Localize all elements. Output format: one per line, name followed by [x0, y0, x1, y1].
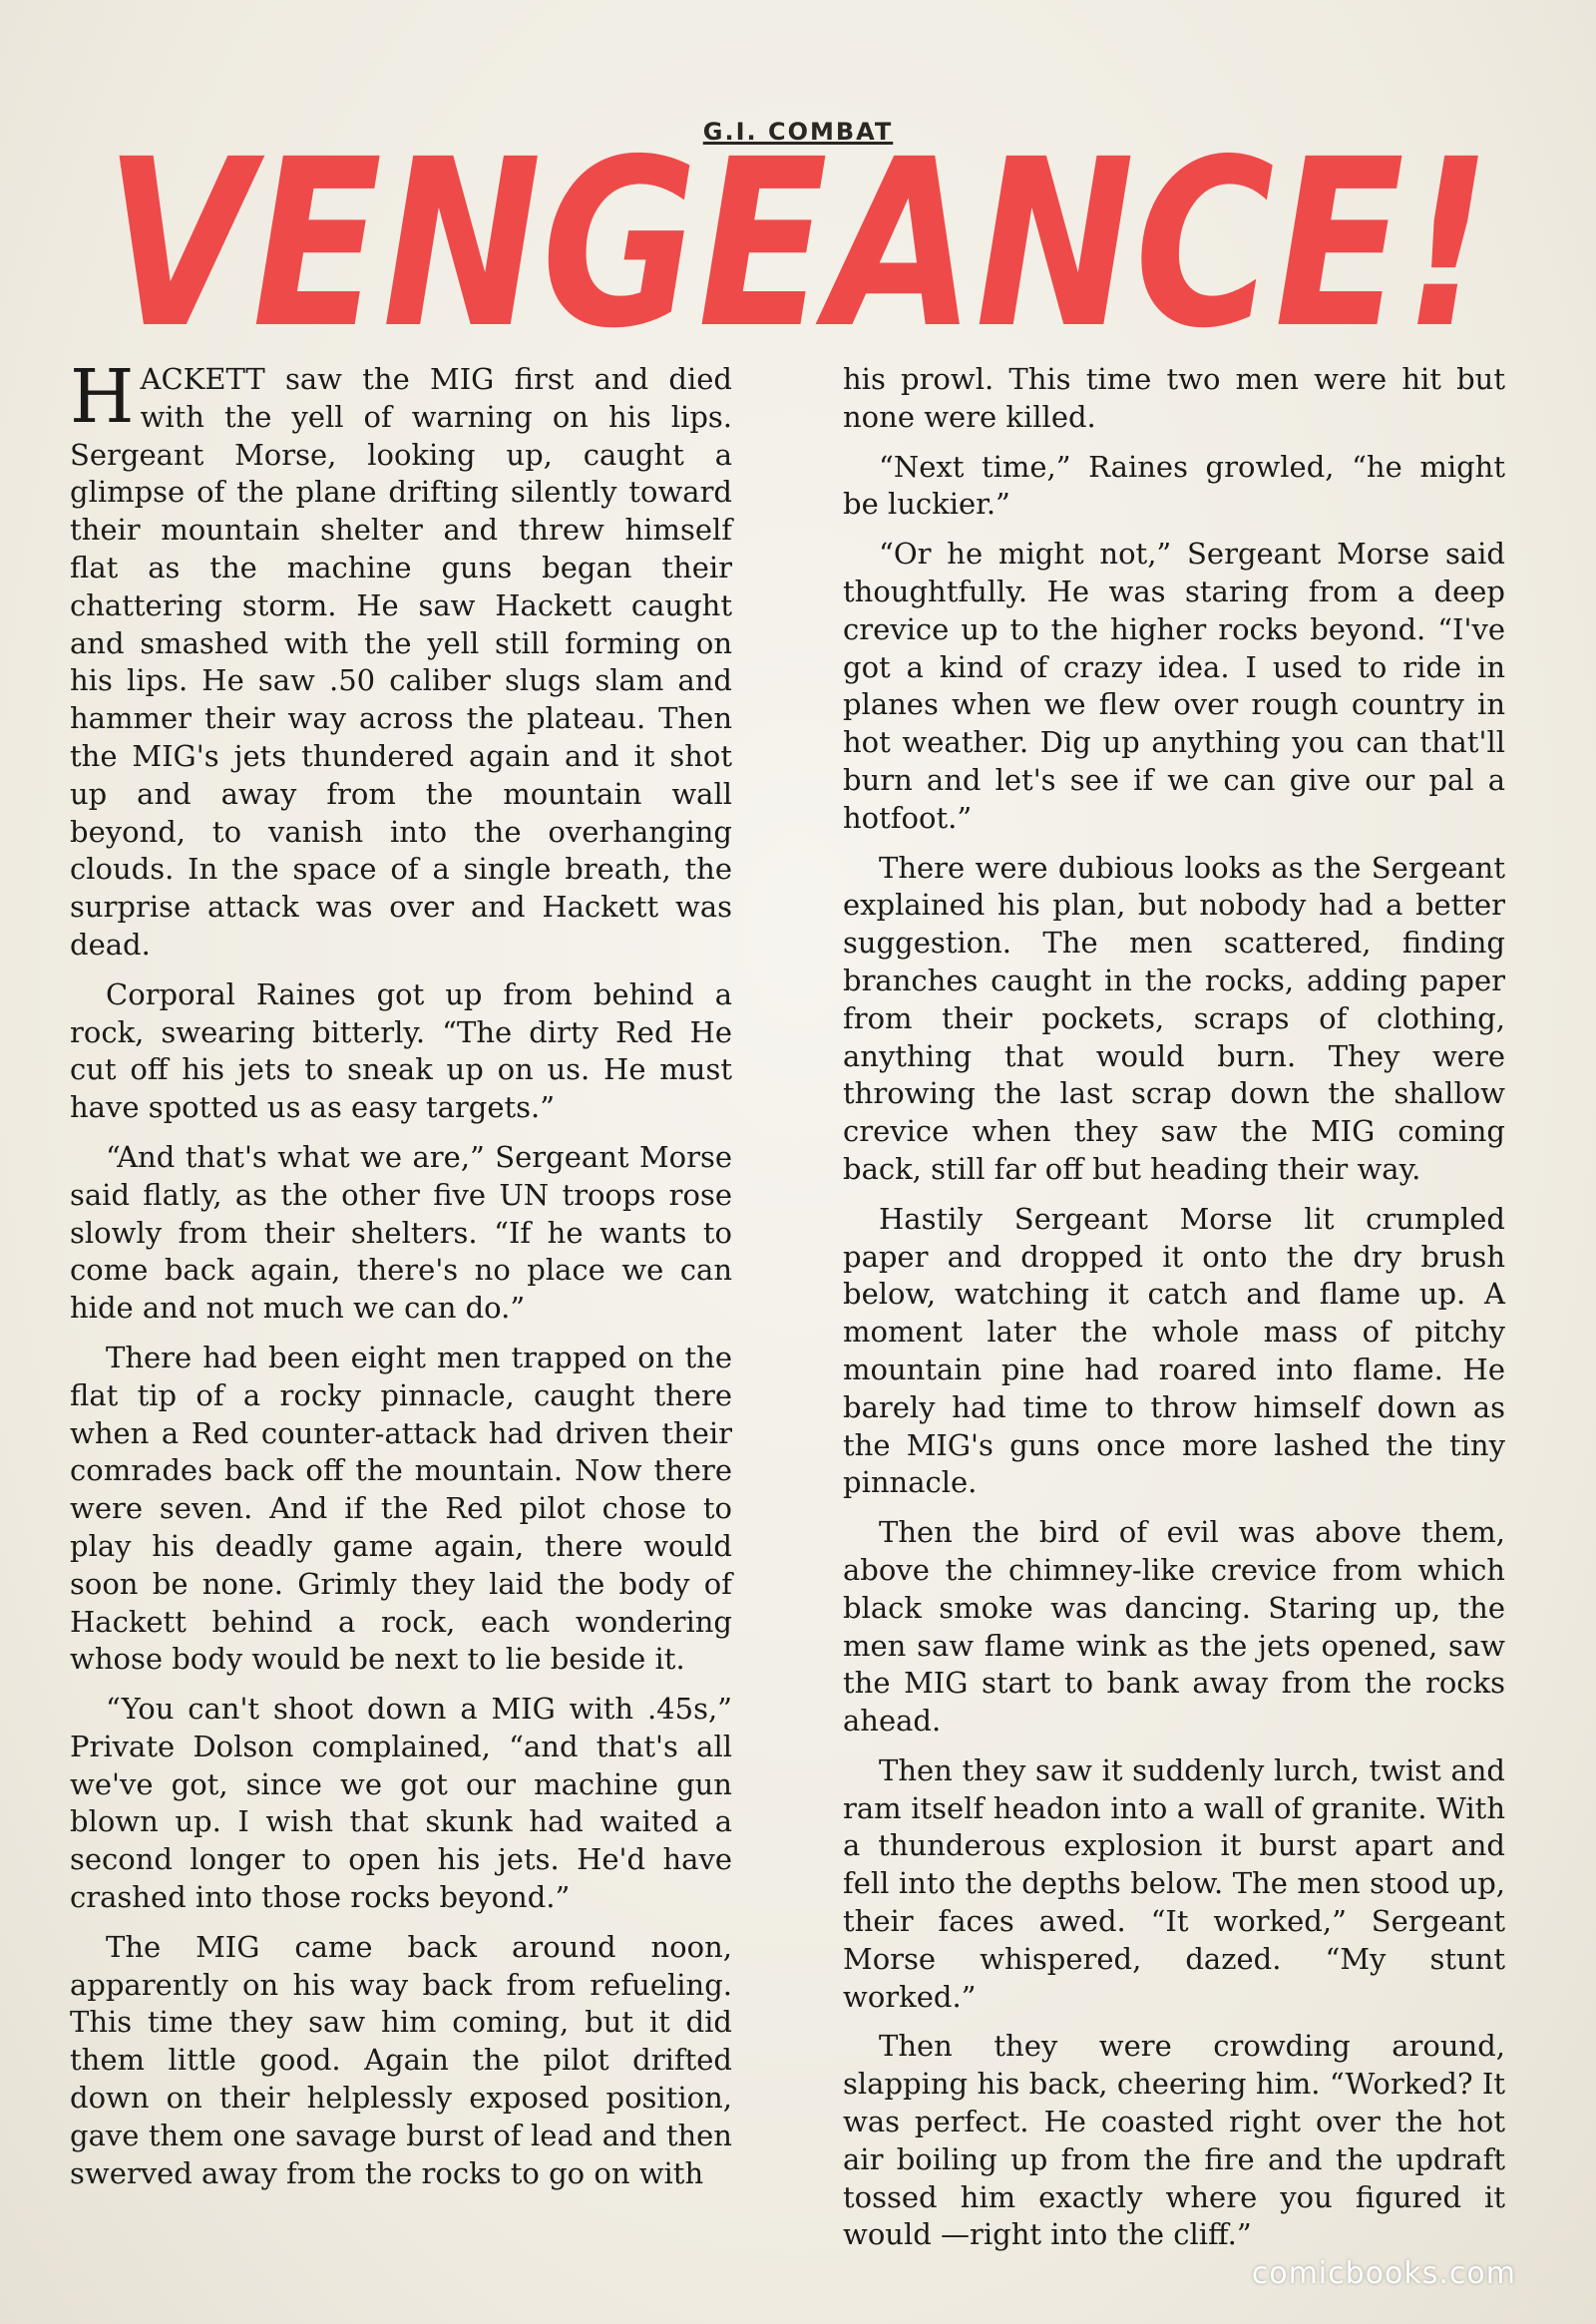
story-paragraph: Hastily Sergeant Morse lit crumpled paper and dropped it onto the dry brush below, watching it catch and flame up. A moment later the whole mass of pitchy mountain pine had roared into flame. He barely had time to throw himself down as the MIG's guns once more lashed the tiny pinnacle.	[843, 1201, 1505, 1500]
story-paragraph	[70, 354, 732, 965]
drop-cap: H	[70, 354, 135, 440]
magazine-logo: G.I. COMBAT	[702, 118, 894, 146]
story-paragraph: “And that's what we are,” Sergeant Morse said flatly, as the other five UN troops rose slowly from their shelters. “If he wants to come back again, there's no place we can hide and not much we can do.”	[70, 1139, 732, 1326]
story-paragraph: “Next time,” Raines growled, “he might be luckier.”	[843, 449, 1505, 522]
story-paragraph: There had been eight men trapped on the flat tip of a rocky pinnacle, caught there when a Red counter-attack had driven their comrades back off the mountain. Now there were seven. And if the Red pilot chose to play his deadly game again, there would soon be none. Grimly they laid the body of Hackett behind a rock, each wondering whose body would be next to lie beside it.	[70, 1340, 732, 1677]
story-paragraph: There were dubious looks as the Sergeant explained his plan, but nobody had a better suggestion. The men scattered, finding branches caught in the rocks, adding paper from their pockets, scraps of clothing, anything that would burn. They were throwing the last scrap down the shallow crevice when they saw the MIG coming back, still far off but heading their way.	[843, 850, 1505, 1186]
story-paragraph: Then the bird of evil was above them, above the chimney-like crevice from which black smoke was dancing. Staring up, the men saw flame wink as the jets opened, saw the MIG start to bank away from the rocks ahead.	[843, 1515, 1505, 1739]
story-title	[100, 150, 1496, 354]
site-watermark: comicbooks.com	[1251, 2256, 1516, 2291]
story-paragraph: “Or he might not,” Sergeant Morse said thoughtfully. He was staring from a deep crevice up to the higher rocks beyond. “I've got a kind of crazy idea. I used to ride in planes when we flew over rough country in hot weather. Dig up anything you can that'll burn and let's see if we can give our pal a hotfoot.”	[843, 537, 1505, 835]
story-paragraph: Then they saw it suddenly lurch, twist and ram itself headon into a wall of granite. With a thunderous explosion it burst apart and fell into the depths below. The men stood up, their faces awed. “It worked,” Sergeant Morse whispered, dazed. “My stunt worked.”	[843, 1752, 1505, 2014]
story-paragraph: The MIG came back around noon, apparently on his way back from refueling. This time they saw him coming, but it did them little good. Again the pilot drifted down on their helplessly exposed position, gave them one savage burst of lead and then swerved away from the rocks to go on with	[70, 1929, 732, 2190]
story-column-right	[843, 361, 1505, 2266]
story-paragraph: his prowl. This time two men were hit but none were killed.	[843, 362, 1505, 434]
story-column-left	[70, 354, 732, 2204]
story-paragraph: Then they were crowding around, slapping his back, cheering him. “Worked? It was perfect. He coasted right over the hot air boiling up from the fire and the updraft tossed him exactly where you figured it would —right into the cliff.”	[843, 2029, 1505, 2252]
paragraph-text: ACKETT saw the MIG first and died with the yell of warning on his lips. Sergeant Morse, looking up, caught a glimpse of the plane drifting silently toward their mountain shelter and threw himself flat as the machine guns began their chattering storm. He saw Hackett caught and smashed with the yell still forming on his lips. He saw .50 caliber slugs slam and hammer their way across the plateau. Then the MIG's jets thundered again and it shot up and away from the mountain wall beyond, to vanish into the overhanging clouds. In the space of a single breath, the surprise attack was over and Hackett was dead.	[70, 362, 732, 962]
story-title-text: VENGEANCE!	[105, 150, 1491, 354]
story-paragraph: Corporal Raines got up from behind a rock, swearing bitterly. “The dirty Red He cut off his jets to sneak up on us. He must have spotted us as easy targets.”	[70, 976, 732, 1125]
story-paragraph: “You can't shoot down a MIG with .45s,” Private Dolson complained, “and that's all we've got, since we got our machine gun blown up. I wish that skunk had waited a second longer to open his jets. He'd have crashed into those rocks beyond.”	[70, 1692, 732, 1915]
